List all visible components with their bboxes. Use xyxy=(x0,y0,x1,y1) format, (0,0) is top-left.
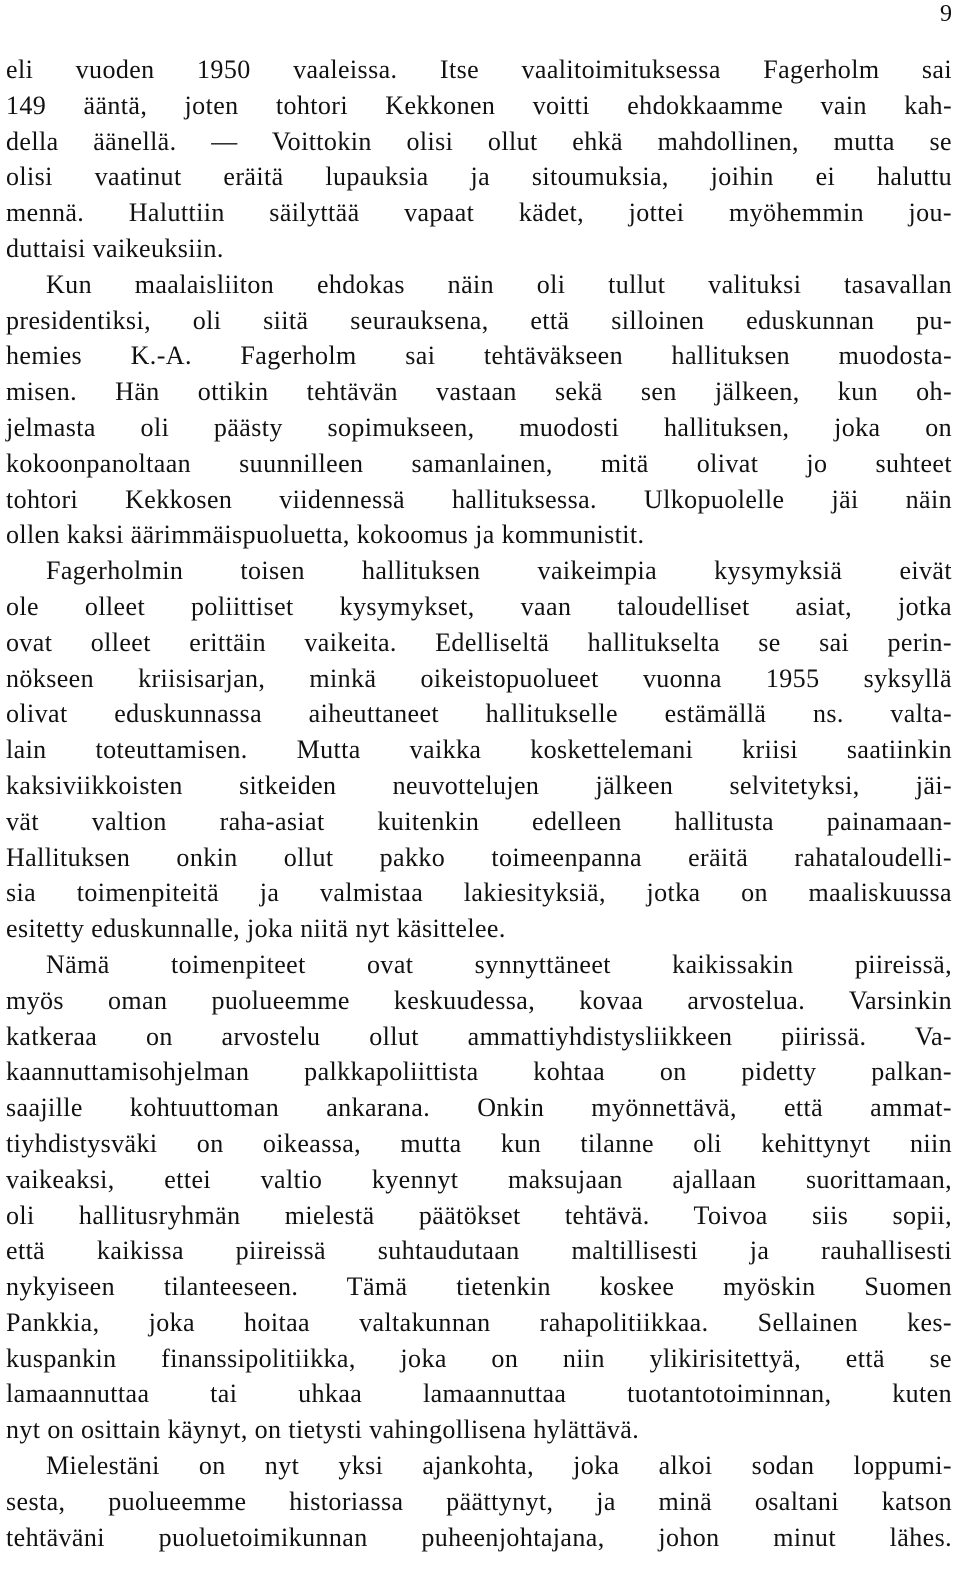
text-line: lamaannuttaa tai uhkaa lamaannuttaa tuotantotoiminnan, kuten xyxy=(6,1379,952,1409)
text-line: Fagerholmin toisen hallituksen vaikeimpia kysymyksiä eivät xyxy=(46,556,952,586)
text-line: ole olleet poliittiset kysymykset, vaan taloudelliset asiat, jotka xyxy=(6,591,952,621)
text-line: tehtäväni puoluetoimikunnan puheenjohtajana, johon minut lähes. xyxy=(6,1522,952,1552)
text-line: presidentiksi, oli siitä seurauksena, että silloinen eduskunnan pu- xyxy=(6,305,952,335)
text-line: Nämä toimenpiteet ovat synnyttäneet kaikissakin piireissä, xyxy=(46,949,952,979)
text-line: mennä. Haluttiin säilyttää vapaat kädet, jottei myöhemmin jou- xyxy=(6,198,952,228)
text-line: hemies K.-A. Fagerholm sai tehtäväkseen hallituksen muodosta- xyxy=(6,341,952,371)
text-line: olivat eduskunnassa aiheuttaneet hallitukselle estämällä ns. valta- xyxy=(6,699,952,729)
text-line: tiyhdistysväki on oikeassa, mutta kun tilanne oli kehittynyt niin xyxy=(6,1128,952,1158)
text-line: misen. Hän ottikin tehtävän vastaan sekä sen jälkeen, kun oh- xyxy=(6,377,952,407)
text-line: Pankkia, joka hoitaa valtakunnan rahapolitiikkaa. Sellainen kes- xyxy=(6,1307,952,1337)
text-line: sia toimenpiteitä ja valmistaa lakiesityksiä, jotka on maaliskuussa xyxy=(6,878,952,908)
text-line: katkeraa on arvostelu ollut ammattiyhdistysliikkeen piirissä. Va- xyxy=(6,1021,952,1051)
text-line: della äänellä. — Voittokin olisi ollut ehkä mahdollinen, mutta se xyxy=(6,126,952,156)
text-line: Hallituksen onkin ollut pakko toimeenpanna eräitä rahataloudelli- xyxy=(6,842,952,872)
text-line: kokoonpanoltaan suunnilleen samanlainen, mitä olivat jo suhteet xyxy=(6,448,952,478)
text-line: nyt on osittain käynyt, on tietysti vahingollisena hylättävä. xyxy=(6,1415,640,1445)
text-line: oli hallitusryhmän mielestä päätökset tehtävä. Toivoa siis sopii, xyxy=(6,1200,952,1230)
text-line: kaannuttamisohjelman palkkapoliittista kohtaa on pidetty palkan- xyxy=(6,1057,952,1087)
text-line: jelmasta oli päästy sopimukseen, muodosti hallituksen, joka on xyxy=(6,412,952,442)
text-line: eli vuoden 1950 vaaleissa. Itse vaalitoimituksessa Fagerholm sai xyxy=(6,55,952,84)
text-line: vät valtion raha-asiat kuitenkin edelleen hallitusta painamaan- xyxy=(6,806,952,836)
text-line: kaksiviikkoisten sitkeiden neuvottelujen jälkeen selvitetyksi, jäi- xyxy=(6,770,952,800)
text-line: saajille kohtuuttoman ankarana. Onkin myönnettävä, että ammat- xyxy=(6,1093,952,1123)
text-line: 149 ääntä, joten tohtori Kekkonen voitti ehdokkaamme vain kah- xyxy=(6,90,952,120)
text-line: kuspankin finanssipolitiikka, joka on niin ylikirisitettyä, että se xyxy=(6,1343,952,1373)
text-line: tohtori Kekkosen viidennessä hallituksessa. Ulkopuolelle jäi näin xyxy=(6,484,952,514)
text-line: vaikeaksi, ettei valtio kyennyt maksujaan ajallaan suorittamaan, xyxy=(6,1164,952,1194)
text-line: Mielestäni on nyt yksi ajankohta, joka alkoi sodan loppumi- xyxy=(46,1451,952,1481)
text-line: lain toteuttamisen. Mutta vaikka koskettelemani kriisi saatiinkin xyxy=(6,735,952,765)
text-line: esitetty eduskunnalle, joka niitä nyt käsittelee. xyxy=(6,914,506,944)
text-line: Kun maalaisliiton ehdokas näin oli tullut valituksi tasavallan xyxy=(46,269,952,299)
text-line: nykyiseen tilanteeseen. Tämä tietenkin koskee myöskin Suomen xyxy=(6,1272,952,1302)
text-line: myös oman puolueemme keskuudessa, kovaa arvostelua. Varsinkin xyxy=(6,985,952,1015)
page-number: 9 xyxy=(940,1,952,27)
text-line: ollen kaksi äärimmäispuoluetta, kokoomus ja kommunistit. xyxy=(6,520,645,550)
body-text xyxy=(6,52,952,1555)
text-line: että kaikissa piireissä suhtaudutaan maltillisesti ja rauhallisesti xyxy=(6,1236,952,1266)
text-line: olisi vaatinut eräitä lupauksia ja sitoumuksia, joihin ei haluttu xyxy=(6,162,952,192)
text-line: sesta, puolueemme historiassa päättynyt, ja minä osaltani katson xyxy=(6,1486,952,1516)
text-line: ovat olleet erittäin vaikeita. Edelliseltä hallitukselta se sai perin- xyxy=(6,627,952,657)
text-line: duttaisi vaikeuksiin. xyxy=(6,233,224,263)
text-line: nökseen kriisisarjan, minkä oikeistopuolueet vuonna 1955 syksyllä xyxy=(6,663,952,693)
